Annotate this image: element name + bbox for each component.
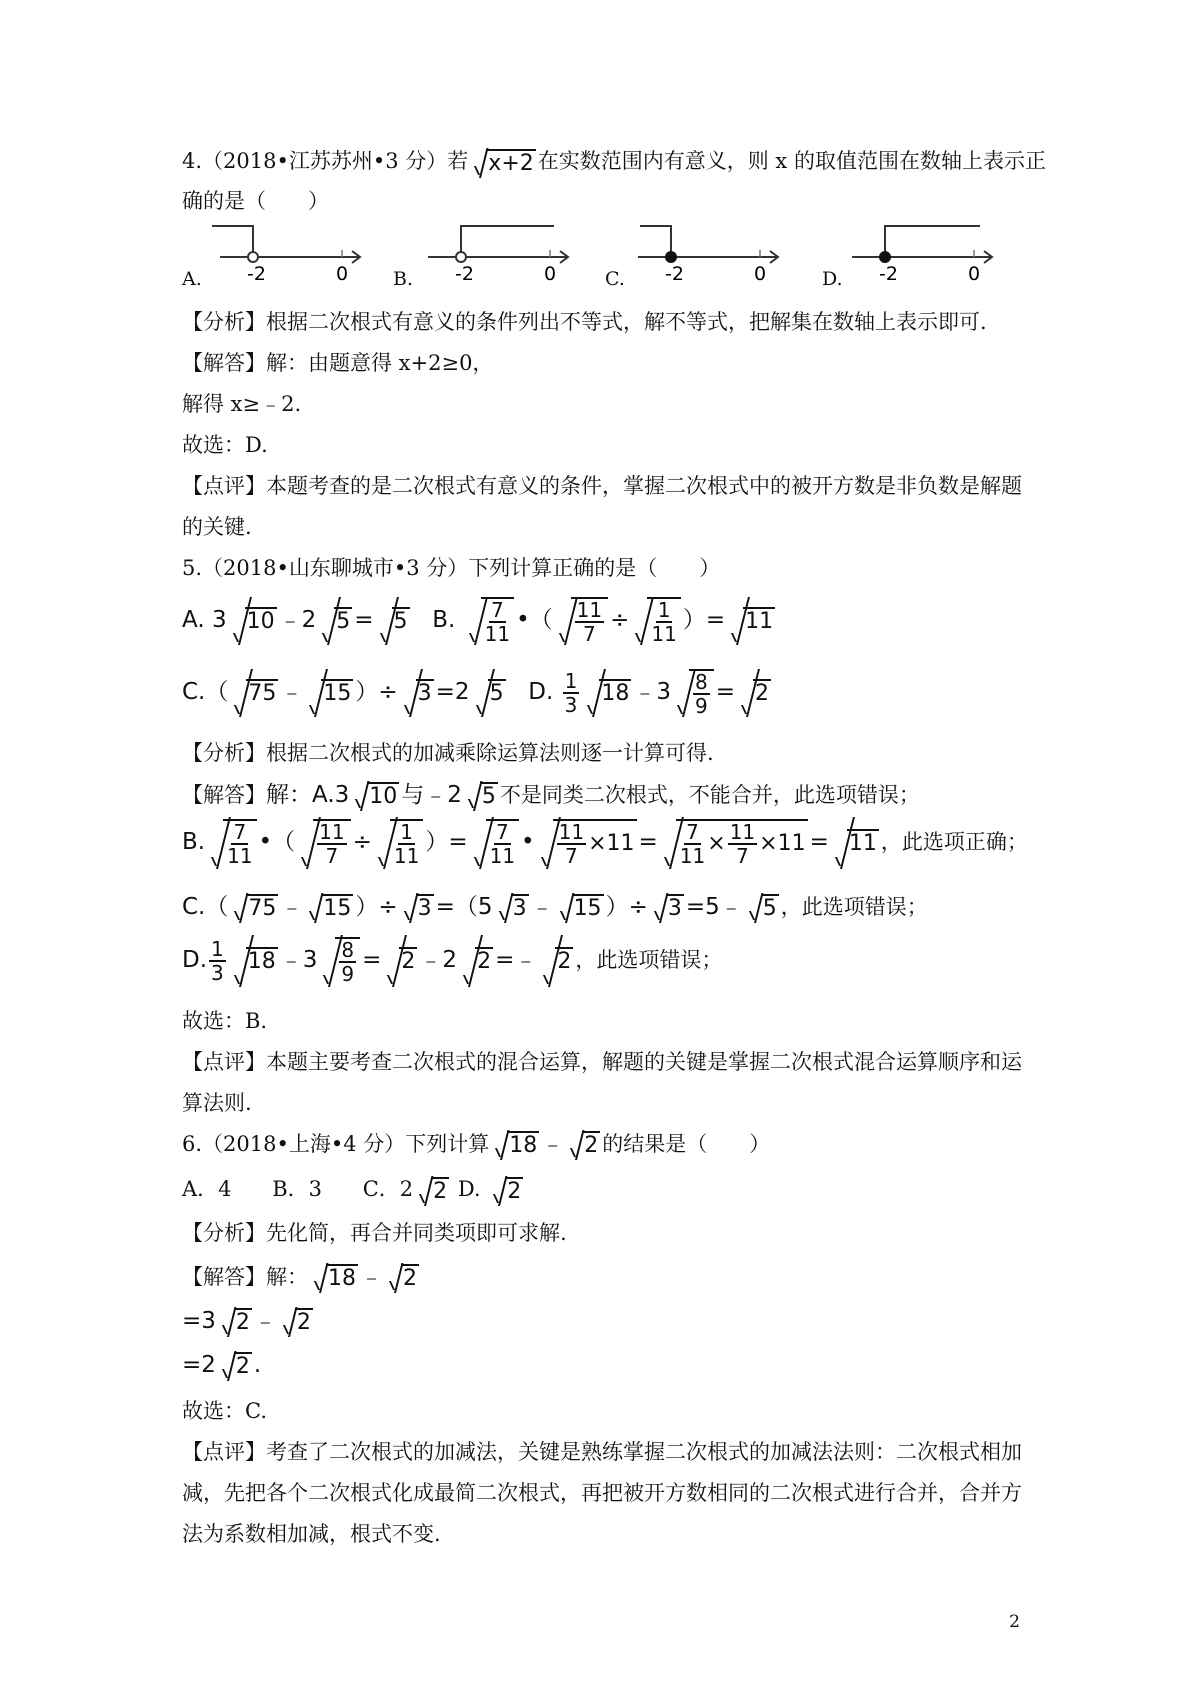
q6-analysis [182,1218,567,1248]
q5-option-c: C.（ 75 ﹣ 15 ）÷ 3 =2 5 [182,679,508,705]
q6-option-c: C．2 2 [362,1177,448,1204]
q4-sqrt [470,148,535,178]
q4-header-line2: 确的是（ ） [182,189,329,213]
q6-option-a: A．4 [182,1177,232,1201]
q4-answer-tag: 【解答】 [182,351,266,375]
q5-comment-tag: 【点评】 [182,1050,266,1074]
q4-answer [182,348,493,378]
q4-option-d-tick-zero: 0 [968,263,981,284]
q4-option-d-letter: D. [822,268,843,290]
q4-choice: 故选：D. [182,433,268,457]
q6-analysis-tag: 【分析】 [182,1221,266,1245]
q5-analysis-text: 根据二次根式的加减乘除运算法则逐一计算可得. [266,741,714,765]
q4-comment-tag: 【点评】 [182,474,266,498]
q6-comment-line2: 减，先把各个二次根式化成最简二次根式，再把被开方数相同的二次根式进行合并，合并方 [182,1481,1022,1505]
q5-option-d: D. $\frac{1}{3}$ 18 ﹣3 $\frac{8}{9}$ = 2 [528,668,769,718]
q4-option-d-numberline [842,222,1002,284]
q5-answer-d-text: ，此选项错误； [575,948,723,972]
q4-option-c-tick-zero: 0 [754,263,767,284]
q4-analysis [182,307,987,337]
q5-analysis-tag: 【分析】 [182,741,266,765]
q6-answer: 【解答】解： 18 ﹣ 2 [182,1264,417,1291]
q5-header: 5.（2018•山东聊城市•3 分）下列计算正确的是（ ） [182,556,721,580]
q4-header-post: 在实数范围内有意义，则 x 的取值范围在数轴上表示正 [537,149,1046,173]
q5-answer-c: C.（ 75 ﹣ 15 ）÷ 3 =（5 3 ﹣ 15 ）÷ 3 =5﹣ 5 ，此选项错误； [182,894,928,921]
q4-option-c-letter: C. [605,268,625,290]
q6-option-b: B．3 [272,1177,323,1201]
q4-option-b-tick-neg: -2 [455,263,474,284]
q6-choice: 故选：C. [182,1399,267,1423]
q6-answer-tag: 【解答】 [182,1265,266,1289]
q6-comment-line1: 考查了二次根式的加减法，关键是熟练掌握二次根式的加减法法则：二次根式相加 [266,1440,1022,1464]
q4-analysis-tag: 【分析】 [182,310,266,334]
q5-options-cd [182,668,773,717]
q4-comment [182,471,1022,501]
q4-comment-line2: 的关键. [182,515,252,539]
q4-sqrt-radicand: x+2 [488,150,534,176]
q4-comment-line1: 本题考查的是二次根式有意义的条件，掌握二次根式中的被开方数是非负数是解题 [266,474,1022,498]
q4-answer-line2: 解得 x≥﹣2. [182,392,302,416]
q5-comment-line2: 算法则. [182,1091,252,1115]
q4-header [182,146,1046,178]
q4-option-a-numberline [210,222,370,284]
q6-header-pre: 6.（2018•上海•4 分）下列计算 [182,1132,490,1156]
q5-comment-line1: 本题主要考查二次根式的混合运算，解题的关键是掌握二次根式混合运算顺序和运 [266,1050,1022,1074]
q6-answer-step3: =2 2 . [182,1352,262,1379]
q5-answer-a: 【解答】解：A.3 10 与﹣2 5 不是同类二次根式，不能合并，此选项错误； [182,782,920,809]
q4-option-d-tick-neg: -2 [879,263,898,284]
q6-header: 6.（2018•上海•4 分）下列计算 18 ﹣ 2 的结果是（ ） [182,1131,771,1158]
q5-answer-d: D. $\frac{1}{3}$ 18 ﹣3 $\frac{8}{9}$ = 2 ﹣2 2 =﹣ 2 ，此选项错误； [182,936,723,986]
q6-answer-pre: 解： [266,1265,308,1289]
q5-answer-b-text: ，此选项正确； [880,830,1028,854]
q5-option-b: B. $\frac{7}{11}$ •（ $\frac{11}{7}$ ÷ $\frac{1}{11}$ ）= 11 [432,597,774,646]
q6-options [182,1174,525,1206]
q4-option-c-tick-neg: -2 [665,263,684,284]
q4-option-a-tick-neg: -2 [247,263,266,284]
q4-header-pre: 4.（2018•江苏苏州•3 分）若 [182,149,469,173]
q4-option-c-numberline [628,222,788,284]
q5-options-ab [182,596,777,645]
q4-option-b-tick-zero: 0 [544,263,557,284]
q5-answer-a-text: 不是同类二次根式，不能合并，此选项错误； [499,783,920,807]
q4-analysis-text: 根据二次根式有意义的条件列出不等式，解不等式，把解集在数轴上表示即可. [266,310,987,334]
q4-option-b-numberline [418,222,578,284]
q6-header-post: 的结果是（ ） [602,1132,771,1156]
q5-option-a: A. 3 10 ﹣2 5 = 5 [182,607,412,633]
q6-answer-step2: =3 2 ﹣ 2 [182,1308,311,1335]
q4-option-b-letter: B. [393,268,414,290]
q4-answer-line1: 解：由题意得 x+2≥0， [266,351,494,375]
q5-analysis [182,738,714,768]
q6-analysis-text: 先化简，再合并同类项即可求解. [266,1221,567,1245]
q5-choice: 故选：B. [182,1009,268,1033]
q4-option-a-tick-zero: 0 [336,263,349,284]
q5-answer-tag: 【解答】 [182,783,266,807]
page-number: 2 [1009,1612,1020,1632]
q6-comment [182,1437,1022,1467]
q5-comment [182,1047,1022,1077]
q6-option-d: D. 2 [457,1177,522,1204]
q5-answer-b: B. $\frac{7}{11}$ •（ $\frac{11}{7}$ ÷ $\frac{1}{11}$ ）= $\frac{7}{11}$ • $\frac{11}{7}$ ×11 = $\frac{7}{11}$ × $\frac{11}{7}$ ×11 = 11 ，此选项正确； [182,816,1028,869]
q4-option-a-letter: A. [182,268,202,290]
q5-answer-c-text: ，此选项错误； [780,895,928,919]
q6-comment-line3: 法为系数相加减，根式不变. [182,1522,441,1546]
q6-comment-tag: 【点评】 [182,1440,266,1464]
